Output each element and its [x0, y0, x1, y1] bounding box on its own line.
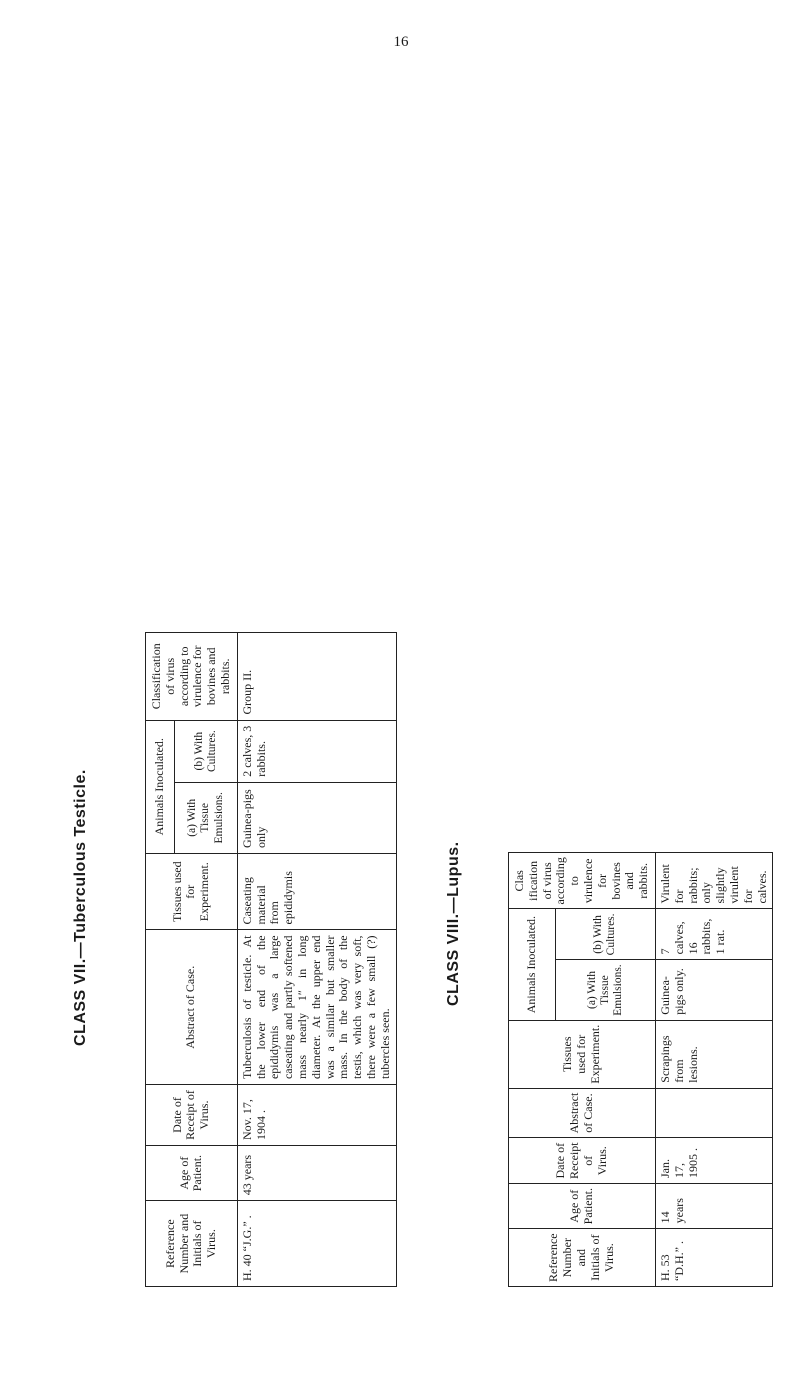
page-number: 16	[393, 34, 409, 50]
class-vii-heading: CLASS VII.—Tuberculous Testicle.	[72, 769, 89, 1046]
class-vii-table	[145, 632, 397, 1287]
cell-tissue-emulsions: Guinea-pigs only	[237, 782, 396, 853]
header-animals: Animals Inoculated.	[146, 720, 175, 853]
header-abstract: Abstract of Case.	[146, 930, 238, 1085]
header-classification: Clas ification of virus according to virulence for bovines and rabbits.	[509, 853, 656, 909]
cell-age: 43 years	[237, 1145, 396, 1200]
header-classification: Classification of virus according to virulence for bovines and rabbits.	[146, 633, 238, 721]
cell-reference: H. 40 “J.G.” .	[237, 1201, 396, 1287]
cell-cultures: 7 calves, 16 rabbits, 1 rat.	[655, 909, 772, 960]
header-tissue-emulsions: (a) With Tissue Emulsions.	[555, 960, 655, 1020]
cell-reference: H. 53 “D.H.” .	[655, 1229, 772, 1287]
header-age: Age of Patient.	[146, 1145, 238, 1200]
cell-classification: Virulent for rabbits; only slightly virulent for calves.	[655, 853, 772, 909]
header-date: Date of Receipt of Virus.	[146, 1085, 238, 1146]
header-tissues: Tissues used for Experiment.	[146, 853, 238, 930]
header-abstract: Abstract of Case.	[509, 1088, 656, 1138]
cell-tissue-emulsions: Guinea-pigs only.	[655, 960, 772, 1020]
header-cultures: (b) With Cultures.	[555, 909, 655, 960]
header-date: Date of Receipt of Virus.	[509, 1138, 656, 1184]
header-tissue-emulsions: (a) With Tissue Emulsions.	[175, 782, 238, 853]
table-row	[237, 633, 396, 1287]
header-age: Age of Patient.	[509, 1184, 656, 1229]
cell-abstract: Tuberculosis of testicle. At the lower end of the epididymis was a large caseating and partly softened mass nearly 1″ in long diameter. At the upper end was a similar but smaller mass. In the body of the testis, which was very soft, there were a few small (?) tubercles seen.	[237, 930, 396, 1085]
cell-abstract	[655, 1088, 772, 1138]
cell-tissues: Scrapings from lesions.	[655, 1020, 772, 1088]
header-animals: Animals Inoculated.	[509, 909, 556, 1020]
cell-cultures: 2 calves, 3 rabbits.	[237, 720, 396, 782]
cell-tissues: Caseating material from epididymis	[237, 853, 396, 930]
header-reference: Reference Number and Initials of Virus.	[509, 1229, 656, 1287]
header-cultures: (b) With Cultures.	[175, 720, 238, 782]
header-tissues: Tissues used for Experiment.	[509, 1020, 656, 1088]
cell-age: 14 years	[655, 1184, 772, 1229]
class-viii-heading: CLASS VIII.—Lupus.	[445, 841, 462, 1006]
cell-date: Nov. 17, 1904 .	[237, 1085, 396, 1146]
class-viii-table	[508, 852, 773, 1287]
table-row	[655, 853, 772, 1287]
header-reference: Reference Number and Initials of Virus.	[146, 1201, 238, 1287]
cell-classification: Group II.	[237, 633, 396, 721]
cell-date: Jan. 17, 1905 .	[655, 1138, 772, 1184]
